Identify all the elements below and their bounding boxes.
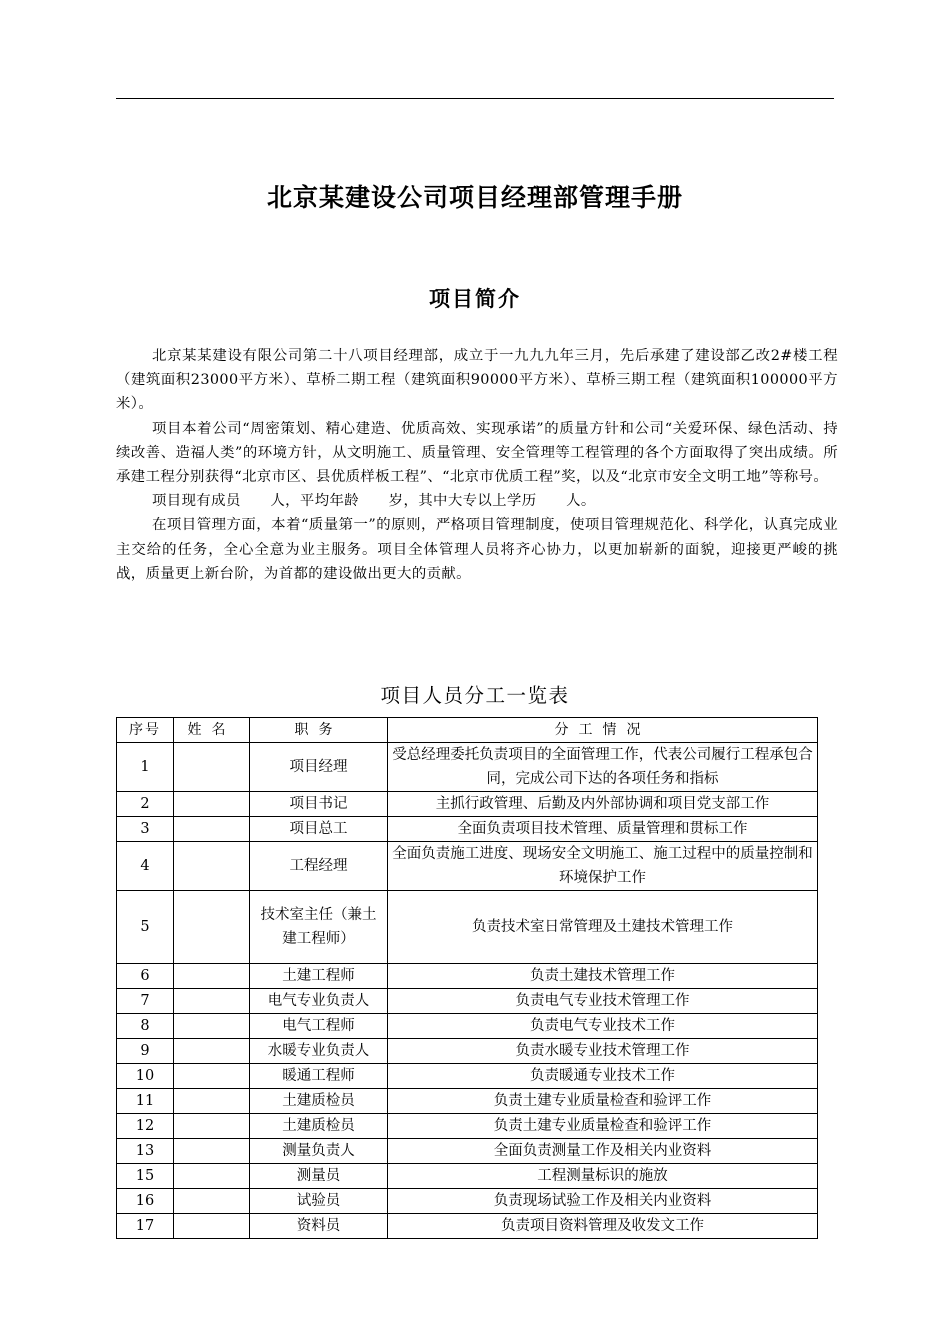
staff-table (116, 717, 818, 1239)
cell-name (174, 1164, 250, 1189)
cell-role: 项目总工 (250, 817, 388, 842)
table-row (117, 1139, 818, 1164)
cell-duty: 受总经理委托负责项目的全面管理工作，代表公司履行工程承包合同，完成公司下达的各项任务和指标 (388, 743, 818, 792)
table-row (117, 1189, 818, 1214)
project-introduction (116, 344, 838, 586)
intro-paragraph: 在项目管理方面，本着“质量第一”的原则，严格项目管理制度，使项目管理规范化、科学化，认真完成业主交给的任务，全心全意为业主服务。项目全体管理人员将齐心协力，以更加崭新的面貌，迎接更严峻的挑战，质量更上新台阶，为首都的建设做出更大的贡献。 (116, 517, 838, 582)
cell-duty: 全面负责施工进度、现场安全文明施工、施工过程中的质量控制和环境保护工作 (388, 842, 818, 891)
cell-no: 8 (117, 1014, 174, 1039)
cell-no: 16 (117, 1189, 174, 1214)
section-title: 项目简介 (429, 286, 521, 311)
cell-duty: 负责电气专业技术管理工作 (388, 989, 818, 1014)
cell-no: 9 (117, 1039, 174, 1064)
cell-role: 电气工程师 (250, 1014, 388, 1039)
document-title: 北京某建设公司项目经理部管理手册 (266, 183, 683, 212)
intro-paragraph: 项目本着公司“周密策划、精心建造、优质高效、实现承诺”的质量方针和公司“关爱环保、绿色活动、持续改善、造福人类”的环境方针，从文明施工、质量管理、安全管理等工程管理的各个方面取得了突出成绩。所承建工程分别获得“北京市区、县优质样板工程”、“北京市优质工程”奖，以及“北京市安全文明工地”等称号。 (116, 420, 838, 486)
cell-no: 10 (117, 1064, 174, 1089)
cell-no: 6 (117, 964, 174, 989)
header-name: 姓名 (174, 718, 250, 743)
cell-no: 17 (117, 1214, 174, 1239)
cell-name (174, 891, 250, 964)
cell-name (174, 1089, 250, 1114)
cell-duty: 负责暖通专业技术工作 (388, 1064, 818, 1089)
cell-no: 13 (117, 1139, 174, 1164)
cell-no: 5 (117, 891, 174, 964)
header-role: 职务 (250, 718, 388, 743)
table-row (117, 1114, 818, 1139)
cell-role: 电气专业负责人 (250, 989, 388, 1014)
cell-role: 项目书记 (250, 792, 388, 817)
table-header-row (117, 718, 818, 743)
cell-duty: 全面负责测量工作及相关内业资料 (388, 1139, 818, 1164)
header-no: 序号 (117, 718, 174, 743)
cell-role: 土建质检员 (250, 1089, 388, 1114)
cell-role: 土建质检员 (250, 1114, 388, 1139)
table-row (117, 817, 818, 842)
cell-name (174, 1064, 250, 1089)
table-title: 项目人员分工一览表 (380, 684, 570, 707)
cell-no: 4 (117, 842, 174, 891)
cell-role: 技术室主任（兼土建工程师） (250, 891, 388, 964)
cell-duty: 负责电气专业技术工作 (388, 1014, 818, 1039)
table-row (117, 891, 818, 964)
cell-no: 7 (117, 989, 174, 1014)
cell-name (174, 792, 250, 817)
cell-duty: 负责土建专业质量检查和验评工作 (388, 1114, 818, 1139)
cell-duty: 负责水暖专业技术管理工作 (388, 1039, 818, 1064)
cell-duty: 负责技术室日常管理及土建技术管理工作 (388, 891, 818, 964)
cell-no: 2 (117, 792, 174, 817)
cell-duty: 工程测量标识的施放 (388, 1164, 818, 1189)
table-row (117, 989, 818, 1014)
cell-no: 11 (117, 1089, 174, 1114)
cell-role: 暖通工程师 (250, 1064, 388, 1089)
cell-role: 测量员 (250, 1164, 388, 1189)
header-duty: 分工情况 (388, 718, 818, 743)
table-row (117, 1064, 818, 1089)
cell-name (174, 964, 250, 989)
cell-role: 项目经理 (250, 743, 388, 792)
cell-role: 测量负责人 (250, 1139, 388, 1164)
cell-no: 1 (117, 743, 174, 792)
cell-duty: 全面负责项目技术管理、质量管理和贯标工作 (388, 817, 818, 842)
table-row (117, 842, 818, 891)
table-row (117, 1014, 818, 1039)
cell-role: 试验员 (250, 1189, 388, 1214)
table-row (117, 743, 818, 792)
cell-duty: 负责现场试验工作及相关内业资料 (388, 1189, 818, 1214)
cell-duty: 负责土建技术管理工作 (388, 964, 818, 989)
table-row (117, 1214, 818, 1239)
cell-name (174, 842, 250, 891)
cell-role: 工程经理 (250, 842, 388, 891)
header-rule (116, 98, 834, 99)
cell-duty: 负责土建专业质量检查和验评工作 (388, 1089, 818, 1114)
table-row (117, 792, 818, 817)
cell-role: 资料员 (250, 1214, 388, 1239)
intro-paragraph: 北京某某建设有限公司第二十八项目经理部，成立于一九九九年三月，先后承建了建设部乙改2#楼工程（建筑面积23000平方米）、草桥二期工程（建筑面积90000平方米）、草桥三期工程（建筑面积100000平方米）。 (116, 348, 838, 413)
cell-no: 15 (117, 1164, 174, 1189)
table-row (117, 1164, 818, 1189)
cell-duty: 负责项目资料管理及收发文工作 (388, 1214, 818, 1239)
cell-name (174, 1039, 250, 1064)
intro-paragraph: 项目现有成员 人，平均年龄 岁，其中大专以上学历 人。 (152, 493, 596, 510)
cell-name (174, 743, 250, 792)
table-row (117, 1039, 818, 1064)
cell-role: 土建工程师 (250, 964, 388, 989)
cell-no: 12 (117, 1114, 174, 1139)
cell-name (174, 989, 250, 1014)
cell-name (174, 1189, 250, 1214)
cell-role: 水暖专业负责人 (250, 1039, 388, 1064)
cell-name (174, 817, 250, 842)
cell-name (174, 1139, 250, 1164)
cell-duty: 主抓行政管理、后勤及内外部协调和项目党支部工作 (388, 792, 818, 817)
table-row (117, 1089, 818, 1114)
cell-name (174, 1214, 250, 1239)
cell-name (174, 1114, 250, 1139)
cell-name (174, 1014, 250, 1039)
cell-no: 3 (117, 817, 174, 842)
table-row (117, 964, 818, 989)
